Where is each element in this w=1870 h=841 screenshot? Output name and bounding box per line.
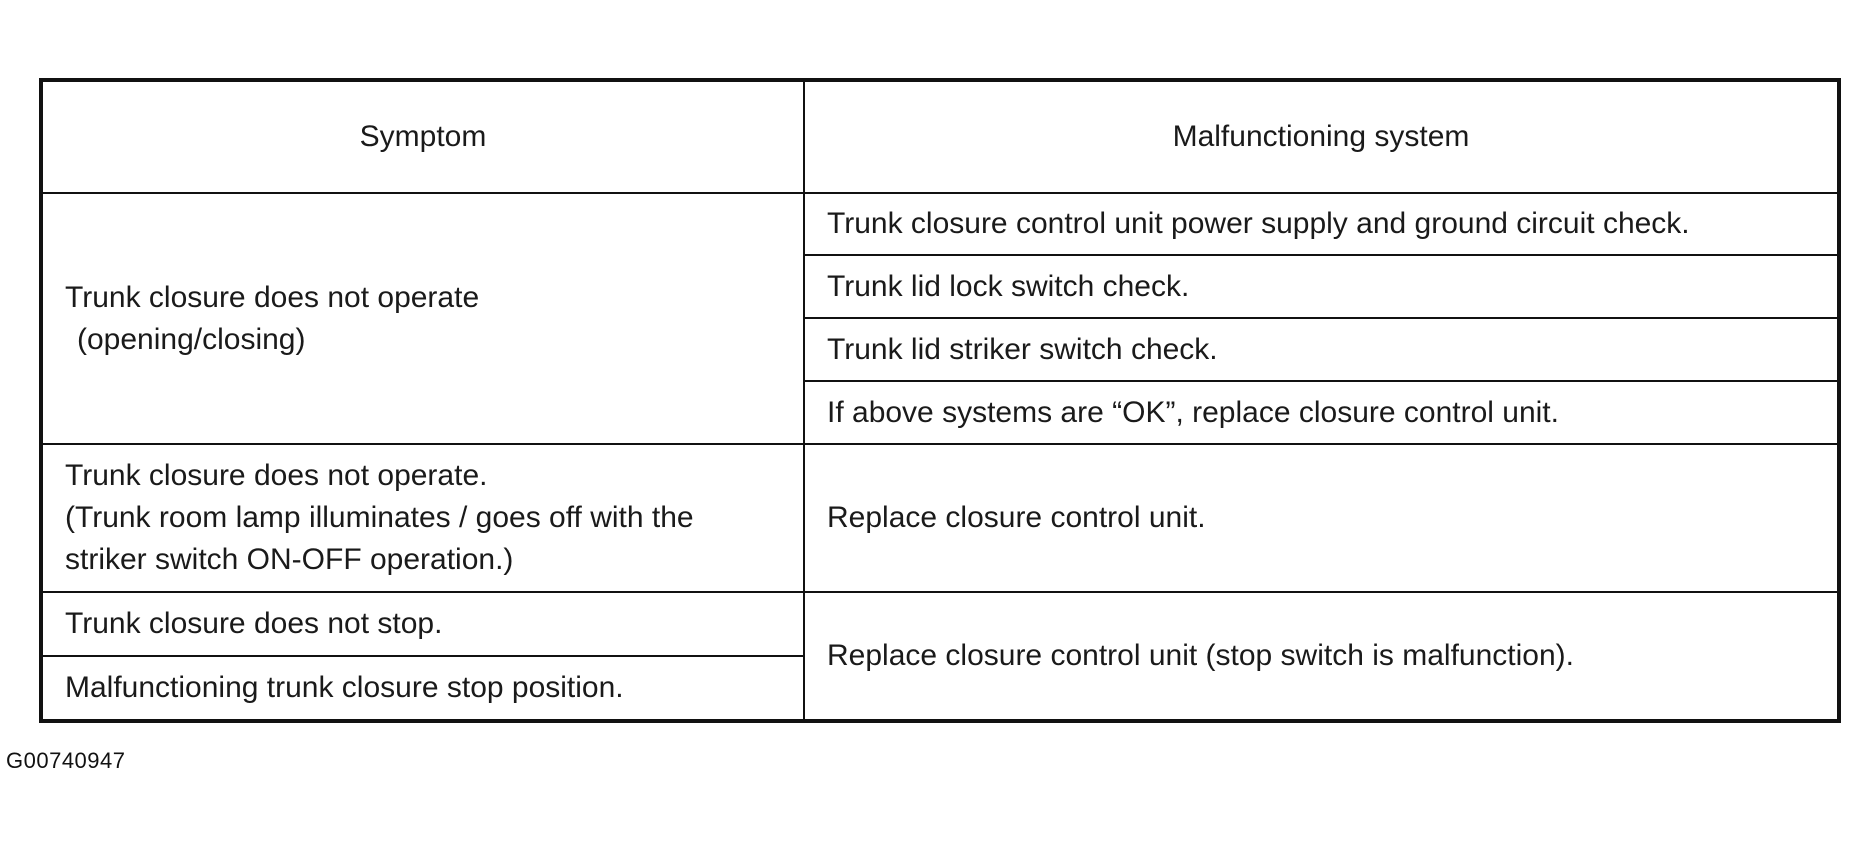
symptom-text: Trunk closure does not operate xyxy=(65,280,480,314)
symptom-cell-no-operation xyxy=(41,193,804,444)
symptom-cell-no-stop: Trunk closure does not stop. xyxy=(41,592,804,656)
symptom-cell-lamp: Trunk closure does not operate. (Trunk room lamp illuminates / goes off with the striker switch ON-OFF operation.) xyxy=(41,444,804,592)
diagnosis-table xyxy=(39,78,1841,723)
malfunction-cell: Trunk closure control unit power supply and ground circuit check. xyxy=(804,193,1839,255)
table-row xyxy=(41,592,1839,656)
table-row xyxy=(41,444,1839,592)
malfunction-cell: Replace closure control unit. xyxy=(804,444,1839,592)
symptom-header: Symptom xyxy=(41,80,804,193)
header-row xyxy=(41,80,1839,193)
symptom-cell-stop-position: Malfunctioning trunk closure stop position. xyxy=(41,656,804,721)
symptom-subtext: (opening/closing) xyxy=(77,322,306,356)
malfunction-cell: If above systems are “OK”, replace closure control unit. xyxy=(804,381,1839,444)
figure-id: G00740947 xyxy=(6,748,126,773)
malfunction-cell: Trunk lid lock switch check. xyxy=(804,255,1839,318)
malfunction-cell: Trunk lid striker switch check. xyxy=(804,318,1839,381)
malfunction-cell: Replace closure control unit (stop switch is malfunction). xyxy=(804,592,1839,721)
malfunction-header: Malfunctioning system xyxy=(804,80,1839,193)
table-row xyxy=(41,193,1839,255)
